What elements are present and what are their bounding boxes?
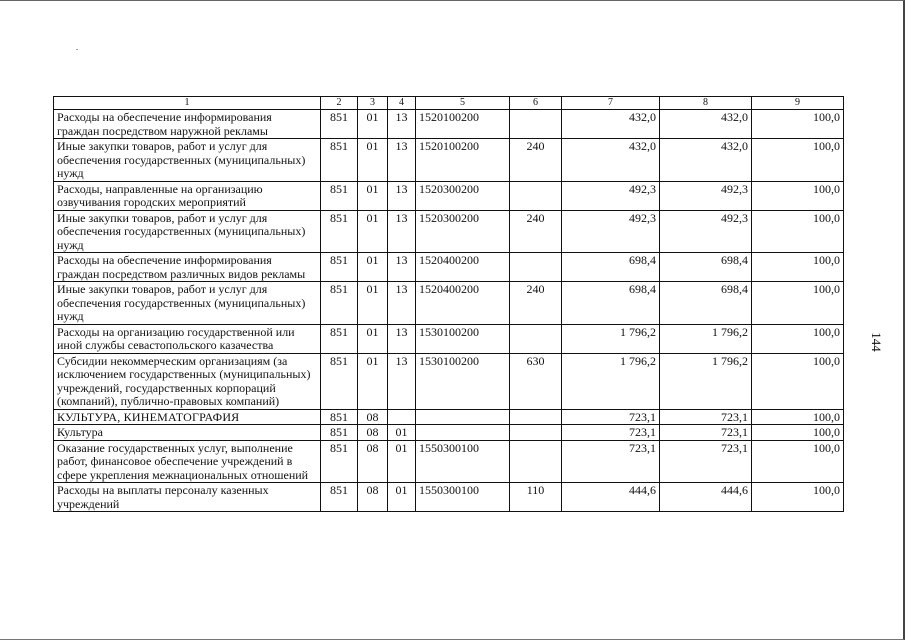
section-code: 08 bbox=[358, 483, 388, 512]
planned-amount: 723,1 bbox=[562, 440, 660, 483]
table-row bbox=[54, 425, 844, 441]
actual-amount: 492,3 bbox=[660, 210, 752, 253]
planned-amount: 698,4 bbox=[562, 282, 660, 325]
execution-percent: 100,0 bbox=[752, 139, 844, 182]
table-row bbox=[54, 110, 844, 139]
target-item-code bbox=[416, 409, 510, 425]
section-code: 08 bbox=[358, 425, 388, 441]
expense-name: Расходы на обеспечение информирования граждан посредством различных видов рекламы bbox=[54, 253, 321, 282]
subsection-code: 13 bbox=[388, 282, 416, 325]
expense-type-code bbox=[510, 425, 562, 441]
actual-amount: 444,6 bbox=[660, 483, 752, 512]
actual-amount: 432,0 bbox=[660, 139, 752, 182]
planned-amount: 432,0 bbox=[562, 139, 660, 182]
section-code: 01 bbox=[358, 139, 388, 182]
section-code: 08 bbox=[358, 440, 388, 483]
planned-amount: 723,1 bbox=[562, 409, 660, 425]
table-row bbox=[54, 210, 844, 253]
subsection-code: 13 bbox=[388, 181, 416, 210]
grbs-code: 851 bbox=[321, 282, 358, 325]
header-col-8: 8 bbox=[660, 97, 752, 110]
subsection-code: 13 bbox=[388, 253, 416, 282]
actual-amount: 723,1 bbox=[660, 440, 752, 483]
grbs-code: 851 bbox=[321, 110, 358, 139]
execution-percent: 100,0 bbox=[752, 353, 844, 409]
expense-name: Расходы на организацию государственной или иной службы севастопольского казачества bbox=[54, 324, 321, 353]
grbs-code: 851 bbox=[321, 324, 358, 353]
target-item-code: 1520300200 bbox=[416, 210, 510, 253]
planned-amount: 432,0 bbox=[562, 110, 660, 139]
expense-type-code bbox=[510, 253, 562, 282]
actual-amount: 1 796,2 bbox=[660, 353, 752, 409]
expense-name: Субсидии некоммерческим организациям (за исключением государственных (муниципальных) учреждений, государственных корпораций (компаний), публично-правовых компаний) bbox=[54, 353, 321, 409]
table-row bbox=[54, 324, 844, 353]
budget-table bbox=[53, 96, 844, 512]
scan-speck bbox=[76, 49, 78, 50]
section-code: 01 bbox=[358, 324, 388, 353]
expense-name: Иные закупки товаров, работ и услуг для обеспечения государственных (муниципальных) нужд bbox=[54, 282, 321, 325]
expense-type-code bbox=[510, 324, 562, 353]
grbs-code: 851 bbox=[321, 139, 358, 182]
subsection-code: 01 bbox=[388, 425, 416, 441]
table-row bbox=[54, 409, 844, 425]
target-item-code: 1520400200 bbox=[416, 253, 510, 282]
target-item-code: 1520300200 bbox=[416, 181, 510, 210]
section-code: 01 bbox=[358, 181, 388, 210]
subsection-code: 01 bbox=[388, 483, 416, 512]
target-item-code: 1520400200 bbox=[416, 282, 510, 325]
subsection-code: 13 bbox=[388, 353, 416, 409]
subsection-code: 01 bbox=[388, 440, 416, 483]
table-row bbox=[54, 139, 844, 182]
table-row bbox=[54, 282, 844, 325]
section-code: 01 bbox=[358, 353, 388, 409]
header-col-6: 6 bbox=[510, 97, 562, 110]
table-row bbox=[54, 353, 844, 409]
expense-type-code: 240 bbox=[510, 139, 562, 182]
section-code: 01 bbox=[358, 110, 388, 139]
planned-amount: 723,1 bbox=[562, 425, 660, 441]
actual-amount: 698,4 bbox=[660, 253, 752, 282]
subsection-code: 13 bbox=[388, 110, 416, 139]
grbs-code: 851 bbox=[321, 210, 358, 253]
actual-amount: 698,4 bbox=[660, 282, 752, 325]
grbs-code: 851 bbox=[321, 353, 358, 409]
expense-name: Иные закупки товаров, работ и услуг для обеспечения государственных (муниципальных) нужд bbox=[54, 210, 321, 253]
actual-amount: 723,1 bbox=[660, 425, 752, 441]
expense-name: Оказание государственных услуг, выполнение работ, финансовое обеспечение учреждений в сфере укрепления межнациональных отношений bbox=[54, 440, 321, 483]
expense-type-code: 110 bbox=[510, 483, 562, 512]
planned-amount: 1 796,2 bbox=[562, 353, 660, 409]
section-code: 01 bbox=[358, 210, 388, 253]
expense-type-code bbox=[510, 409, 562, 425]
header-row bbox=[54, 97, 844, 110]
expense-type-code: 240 bbox=[510, 210, 562, 253]
actual-amount: 1 796,2 bbox=[660, 324, 752, 353]
target-item-code: 1550300100 bbox=[416, 483, 510, 512]
page-number: 144 bbox=[869, 332, 884, 352]
header-col-1: 1 bbox=[54, 97, 321, 110]
table-row bbox=[54, 440, 844, 483]
execution-percent: 100,0 bbox=[752, 282, 844, 325]
grbs-code: 851 bbox=[321, 440, 358, 483]
grbs-code: 851 bbox=[321, 181, 358, 210]
execution-percent: 100,0 bbox=[752, 253, 844, 282]
section-code: 01 bbox=[358, 282, 388, 325]
section-code: 08 bbox=[358, 409, 388, 425]
planned-amount: 444,6 bbox=[562, 483, 660, 512]
header-col-4: 4 bbox=[388, 97, 416, 110]
target-item-code bbox=[416, 425, 510, 441]
subsection-code: 13 bbox=[388, 210, 416, 253]
target-item-code: 1550300100 bbox=[416, 440, 510, 483]
grbs-code: 851 bbox=[321, 483, 358, 512]
planned-amount: 492,3 bbox=[562, 210, 660, 253]
grbs-code: 851 bbox=[321, 253, 358, 282]
expense-name: Иные закупки товаров, работ и услуг для обеспечения государственных (муниципальных) нужд bbox=[54, 139, 321, 182]
section-code: 01 bbox=[358, 253, 388, 282]
subsection-code: 13 bbox=[388, 324, 416, 353]
planned-amount: 492,3 bbox=[562, 181, 660, 210]
expense-type-code bbox=[510, 181, 562, 210]
expense-name: Расходы, направленные на организацию озвучивания городских мероприятий bbox=[54, 181, 321, 210]
expense-name: Расходы на выплаты персоналу казенных учреждений bbox=[54, 483, 321, 512]
expense-name: Расходы на обеспечение информирования граждан посредством наружной рекламы bbox=[54, 110, 321, 139]
header-col-9: 9 bbox=[752, 97, 844, 110]
expense-type-code: 240 bbox=[510, 282, 562, 325]
table-row bbox=[54, 253, 844, 282]
actual-amount: 492,3 bbox=[660, 181, 752, 210]
expense-name: КУЛЬТУРА, КИНЕМАТОГРАФИЯ bbox=[54, 409, 321, 425]
actual-amount: 432,0 bbox=[660, 110, 752, 139]
planned-amount: 698,4 bbox=[562, 253, 660, 282]
execution-percent: 100,0 bbox=[752, 440, 844, 483]
grbs-code: 851 bbox=[321, 409, 358, 425]
execution-percent: 100,0 bbox=[752, 210, 844, 253]
grbs-code: 851 bbox=[321, 425, 358, 441]
execution-percent: 100,0 bbox=[752, 110, 844, 139]
header-col-7: 7 bbox=[562, 97, 660, 110]
expense-type-code: 630 bbox=[510, 353, 562, 409]
target-item-code: 1520100200 bbox=[416, 139, 510, 182]
subsection-code: 13 bbox=[388, 139, 416, 182]
subsection-code bbox=[388, 409, 416, 425]
expense-type-code bbox=[510, 440, 562, 483]
target-item-code: 1530100200 bbox=[416, 353, 510, 409]
header-col-2: 2 bbox=[321, 97, 358, 110]
actual-amount: 723,1 bbox=[660, 409, 752, 425]
planned-amount: 1 796,2 bbox=[562, 324, 660, 353]
table-row bbox=[54, 483, 844, 512]
execution-percent: 100,0 bbox=[752, 425, 844, 441]
expense-type-code bbox=[510, 110, 562, 139]
header-col-3: 3 bbox=[358, 97, 388, 110]
header-col-5: 5 bbox=[416, 97, 510, 110]
execution-percent: 100,0 bbox=[752, 483, 844, 512]
table-row bbox=[54, 181, 844, 210]
target-item-code: 1530100200 bbox=[416, 324, 510, 353]
execution-percent: 100,0 bbox=[752, 324, 844, 353]
execution-percent: 100,0 bbox=[752, 409, 844, 425]
expense-name: Культура bbox=[54, 425, 321, 441]
target-item-code: 1520100200 bbox=[416, 110, 510, 139]
execution-percent: 100,0 bbox=[752, 181, 844, 210]
